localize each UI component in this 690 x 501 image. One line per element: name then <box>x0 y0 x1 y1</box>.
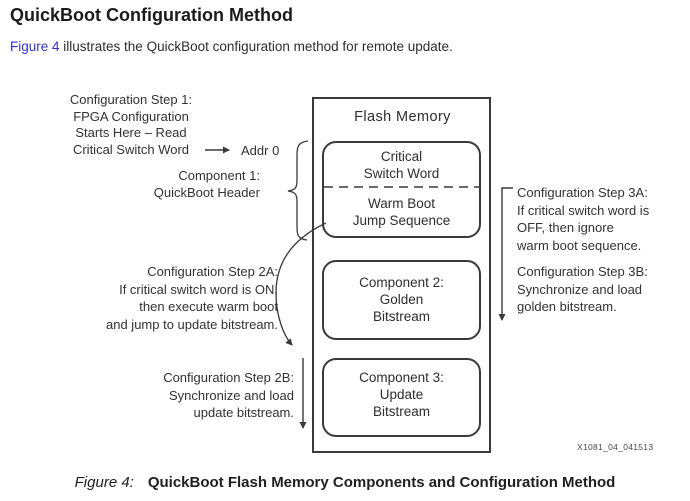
annotation-component1: Component 1: QuickBoot Header <box>153 168 260 200</box>
annotation-step2b: Configuration Step 2B: Synchronize and load update bitstream. <box>163 370 294 420</box>
caption-text: QuickBoot Flash Memory Components and Configuration Method <box>147 474 616 491</box>
warm-boot-label: Warm Boot Jump Sequence <box>352 196 451 228</box>
figure-watermark: X1081_04_041513 <box>577 442 654 452</box>
intro-rest: illustrates the QuickBoot configuration method for remote update. <box>59 39 453 54</box>
component3-label: Component 3: Update Bitstream <box>359 370 444 419</box>
intro-text <box>10 39 453 54</box>
step3-arrow-icon <box>502 188 513 320</box>
figure-link[interactable]: Figure 4 <box>10 39 60 54</box>
flash-memory-label: Flash Memory <box>354 109 451 125</box>
annotation-step3a: Configuration Step 3A: If critical switch word is OFF, then ignore warm boot sequence. <box>517 185 650 253</box>
caption-label: Figure 4: <box>74 474 134 491</box>
critical-switch-word-label: Critical Switch Word <box>363 149 440 181</box>
component1-brace-icon <box>288 141 308 240</box>
component2-label: Component 2: Golden Bitstream <box>359 275 444 324</box>
page-title: QuickBoot Configuration Method <box>10 5 293 25</box>
annotation-step3b: Configuration Step 3B: Synchronize and load golden bitstream. <box>517 264 648 314</box>
annotation-step2a: Configuration Step 2A: If critical switch word is ON, then execute warm boot and jump to update bitstream. <box>106 264 278 332</box>
figure-caption <box>0 474 690 491</box>
annotation-step1: Configuration Step 1: FPGA Configuration Starts Here – Read Critical Switch Word <box>69 92 193 157</box>
addr0-label: Addr 0 <box>241 143 280 158</box>
